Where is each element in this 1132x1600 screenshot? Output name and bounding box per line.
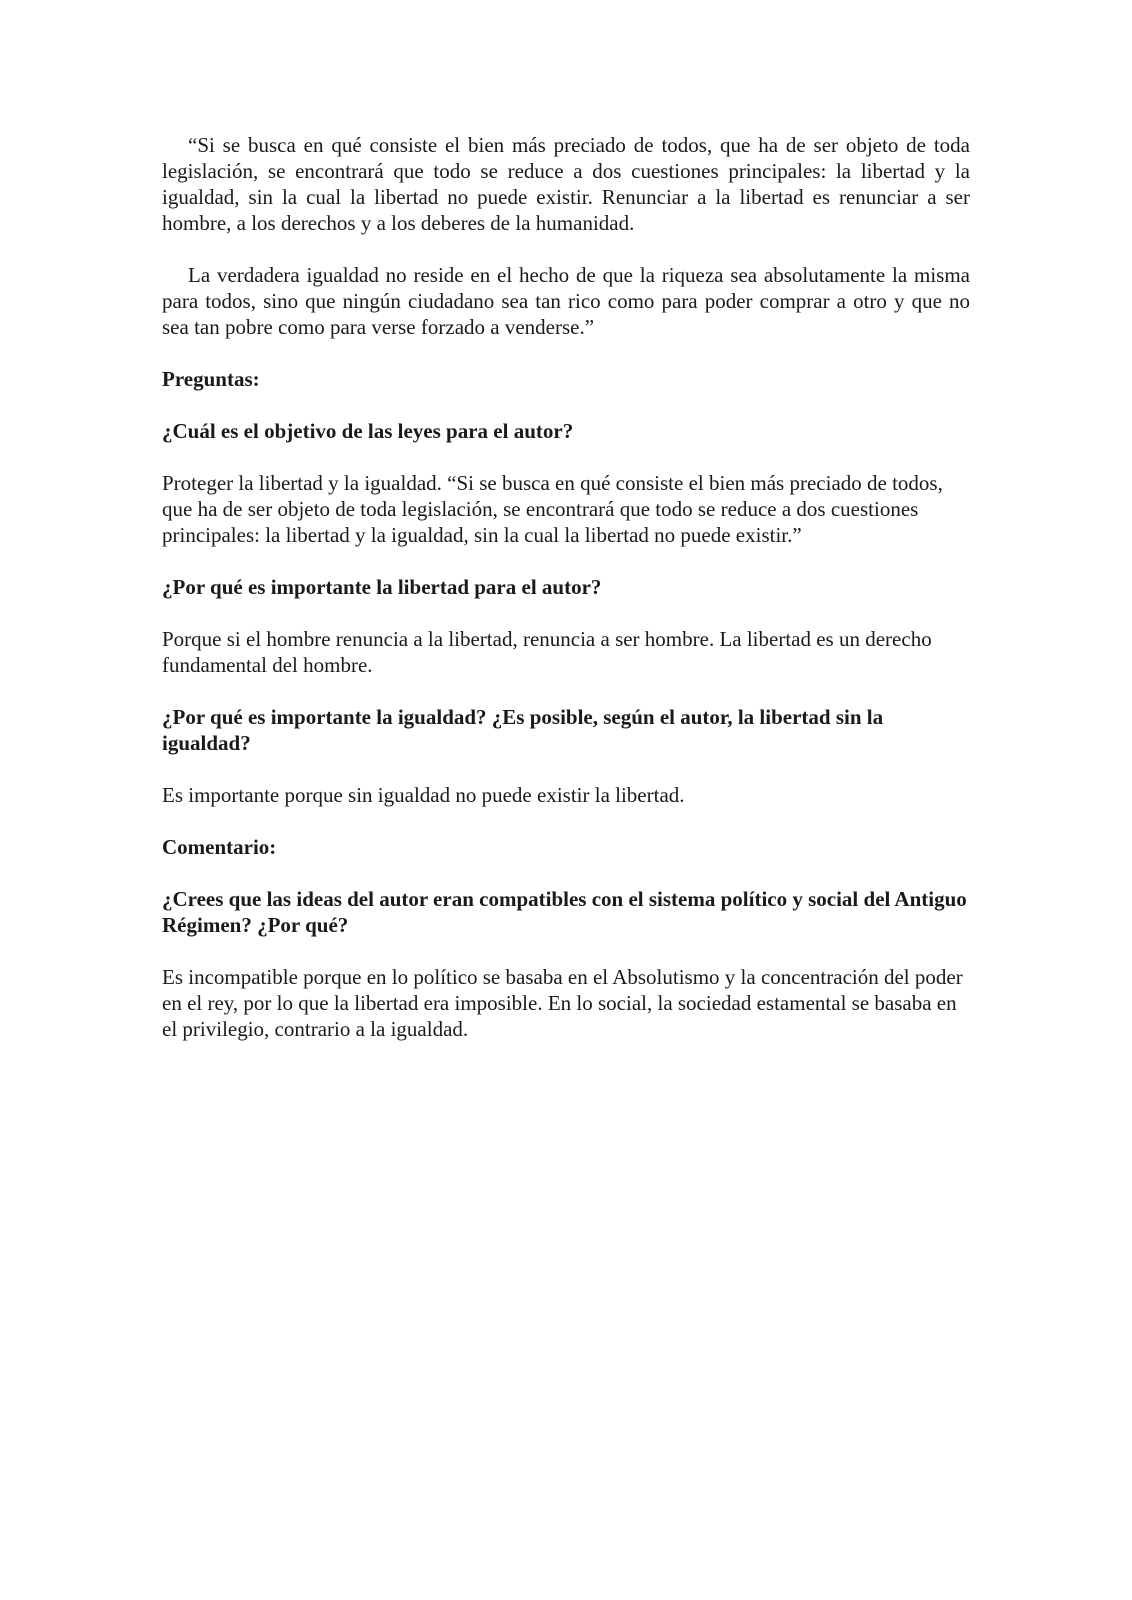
answer-paragraph: Proteger la libertad y la igualdad. “Si se busca en qué consiste el bien más preciado de todos, que ha de ser objeto de toda legislación, se encontrará que todo se reduce a dos cuestiones principales: la libertad y la igualdad, sin la cual la libertad no puede existir.” bbox=[162, 471, 943, 547]
answer-paragraph: Es importante porque sin igualdad no puede existir la libertad. bbox=[162, 783, 685, 807]
answer-paragraph: Porque si el hombre renuncia a la libertad, renuncia a ser hombre. La libertad es un derecho fundamental del hombre. bbox=[162, 627, 932, 677]
question-heading: ¿Por qué es importante la libertad para el autor? bbox=[162, 575, 602, 599]
document-page bbox=[162, 132, 970, 1042]
comentario-heading: Comentario: bbox=[162, 835, 277, 859]
comentario-question: ¿Crees que las ideas del autor eran compatibles con el sistema político y social del Antiguo Régimen? ¿Por qué? bbox=[162, 887, 967, 937]
quote-paragraph: La verdadera igualdad no reside en el hecho de que la riqueza sea absolutamente la misma para todos, sino que ningún ciudadano sea tan rico como para poder comprar a otro y que no sea tan pobre como para verse forzado a venderse.” bbox=[162, 263, 970, 339]
question-heading: ¿Por qué es importante la igualdad? ¿Es posible, según el autor, la libertad sin la igualdad? bbox=[162, 705, 884, 755]
question-heading: ¿Cuál es el objetivo de las leyes para el autor? bbox=[162, 419, 574, 443]
preguntas-heading: Preguntas: bbox=[162, 367, 260, 391]
quote-paragraph: “Si se busca en qué consiste el bien más preciado de todos, que ha de ser objeto de toda legislación, se encontrará que todo se reduce a dos cuestiones principales: la libertad y la igualdad, sin la cual la libertad no puede existir. Renunciar a la libertad es renunciar a ser hombre, a los derechos y a los deberes de la humanidad. bbox=[162, 133, 970, 235]
comentario-answer: Es incompatible porque en lo político se basaba en el Absolutismo y la concentración del poder en el rey, por lo que la libertad era imposible. En lo social, la sociedad estamental se basaba en el privilegio, contrario a la igualdad. bbox=[162, 965, 963, 1041]
